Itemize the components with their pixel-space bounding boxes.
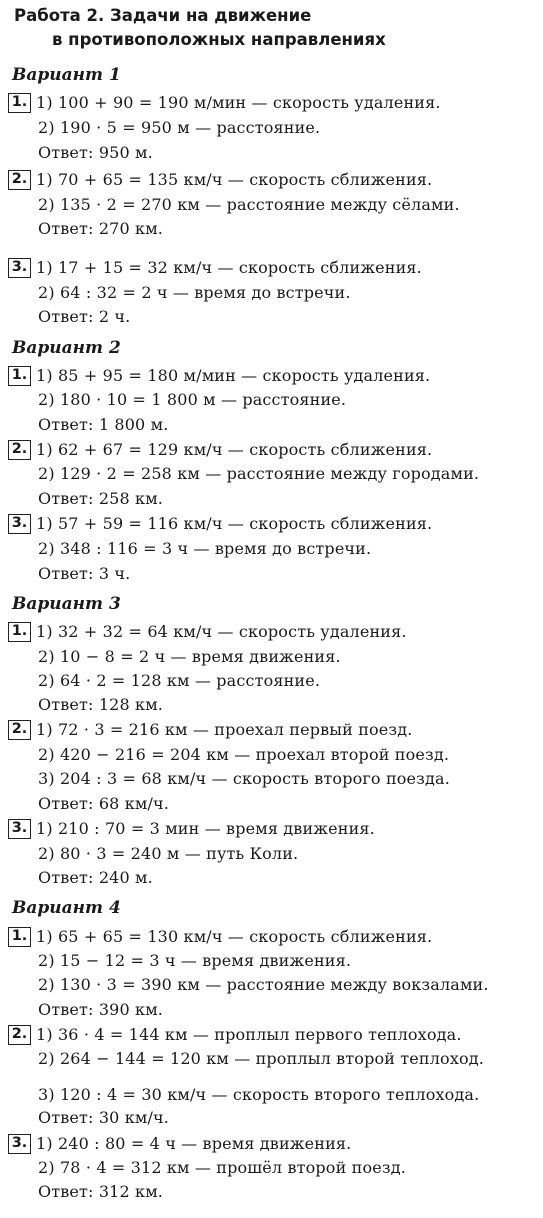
solution-step: 2) 190 · 5 = 950 м — расстояние. [38, 118, 321, 137]
solution-step: 1) 65 + 65 = 130 км/ч — скорость сближения. [36, 927, 433, 946]
solution-step: 3) 204 : 3 = 68 км/ч — скорость второго поезда. [38, 769, 450, 788]
solution-step: 2) 64 · 2 = 128 км — расстояние. [38, 671, 321, 690]
variant-3-title: Вариант 3 [12, 594, 121, 614]
task-number-badge: 3. [8, 819, 31, 839]
solution-step: 1) 62 + 67 = 129 км/ч — скорость сближения. [36, 440, 433, 459]
solution-step: 2) 80 · 3 = 240 м — путь Коли. [38, 844, 299, 863]
answer-line: Ответ: 258 км. [38, 489, 164, 508]
answer-line: Ответ: 270 км. [38, 219, 164, 238]
task-number-badge: 3. [8, 258, 31, 278]
solution-step: 2) 420 − 216 = 204 км — проехал второй поезд. [38, 745, 450, 764]
solution-step: 2) 180 · 10 = 1 800 м — расстояние. [38, 390, 347, 409]
answer-line: Ответ: 312 км. [38, 1182, 164, 1201]
answer-line: Ответ: 1 800 м. [38, 415, 169, 434]
solution-step: 2) 78 · 4 = 312 км — прошёл второй поезд. [38, 1158, 406, 1177]
solution-step: 1) 57 + 59 = 116 км/ч — скорость сближения. [36, 514, 433, 533]
answer-line: Ответ: 68 км/ч. [38, 794, 169, 813]
task-number-badge: 2. [8, 440, 31, 460]
solution-step: 3) 120 : 4 = 30 км/ч — скорость второго теплохода. [38, 1085, 480, 1104]
variant-2-title: Вариант 2 [12, 338, 121, 358]
variant-1-title: Вариант 1 [12, 65, 121, 85]
answer-line: Ответ: 240 м. [38, 868, 153, 887]
solution-step: 2) 10 − 8 = 2 ч — время движения. [38, 647, 341, 666]
solution-step: 1) 70 + 65 = 135 км/ч — скорость сближения. [36, 170, 433, 189]
solution-step: 1) 72 · 3 = 216 км — проехал первый поезд. [36, 720, 413, 739]
solution-step: 1) 210 : 70 = 3 мин — время движения. [36, 819, 375, 838]
answer-line: Ответ: 2 ч. [38, 307, 131, 326]
solution-step: 1) 85 + 95 = 180 м/мин — скорость удаления. [36, 366, 431, 385]
answer-line: Ответ: 950 м. [38, 143, 153, 162]
solution-step: 1) 36 · 4 = 144 км — проплыл первого теплохода. [36, 1025, 462, 1044]
solution-step: 1) 100 + 90 = 190 м/мин — скорость удаления. [36, 93, 441, 112]
variant-4-title: Вариант 4 [12, 898, 121, 918]
task-number-badge: 2. [8, 1025, 31, 1045]
solution-step: 2) 135 · 2 = 270 км — расстояние между сёлами. [38, 195, 460, 214]
task-number-badge: 3. [8, 1134, 31, 1154]
answer-line: Ответ: 128 км. [38, 695, 164, 714]
task-number-badge: 1. [8, 93, 31, 113]
solution-step: 2) 129 · 2 = 258 км — расстояние между городами. [38, 464, 480, 483]
solution-step: 1) 32 + 32 = 64 км/ч — скорость удаления. [36, 622, 407, 641]
page-title-line-2: в противоположных направлениях [52, 30, 386, 49]
page-title-line-1: Работа 2. Задачи на движение [14, 6, 312, 25]
task-number-badge: 1. [8, 927, 31, 947]
task-number-badge: 3. [8, 514, 31, 534]
solution-step: 1) 17 + 15 = 32 км/ч — скорость сближения. [36, 258, 422, 277]
answer-line: Ответ: 390 км. [38, 1000, 164, 1019]
task-number-badge: 1. [8, 366, 31, 386]
answer-line: Ответ: 3 ч. [38, 564, 131, 583]
solution-step: 2) 130 · 3 = 390 км — расстояние между вокзалами. [38, 975, 489, 994]
task-number-badge: 1. [8, 622, 31, 642]
task-number-badge: 2. [8, 170, 31, 190]
solution-step: 2) 264 − 144 = 120 км — проплыл второй теплоход. [38, 1049, 485, 1068]
task-number-badge: 2. [8, 720, 31, 740]
solution-step: 2) 15 − 12 = 3 ч — время движения. [38, 951, 352, 970]
solution-step: 1) 240 : 80 = 4 ч — время движения. [36, 1134, 352, 1153]
answer-line: Ответ: 30 км/ч. [38, 1108, 169, 1127]
solution-step: 2) 348 : 116 = 3 ч — время до встречи. [38, 539, 372, 558]
solution-step: 2) 64 : 32 = 2 ч — время до встречи. [38, 283, 351, 302]
